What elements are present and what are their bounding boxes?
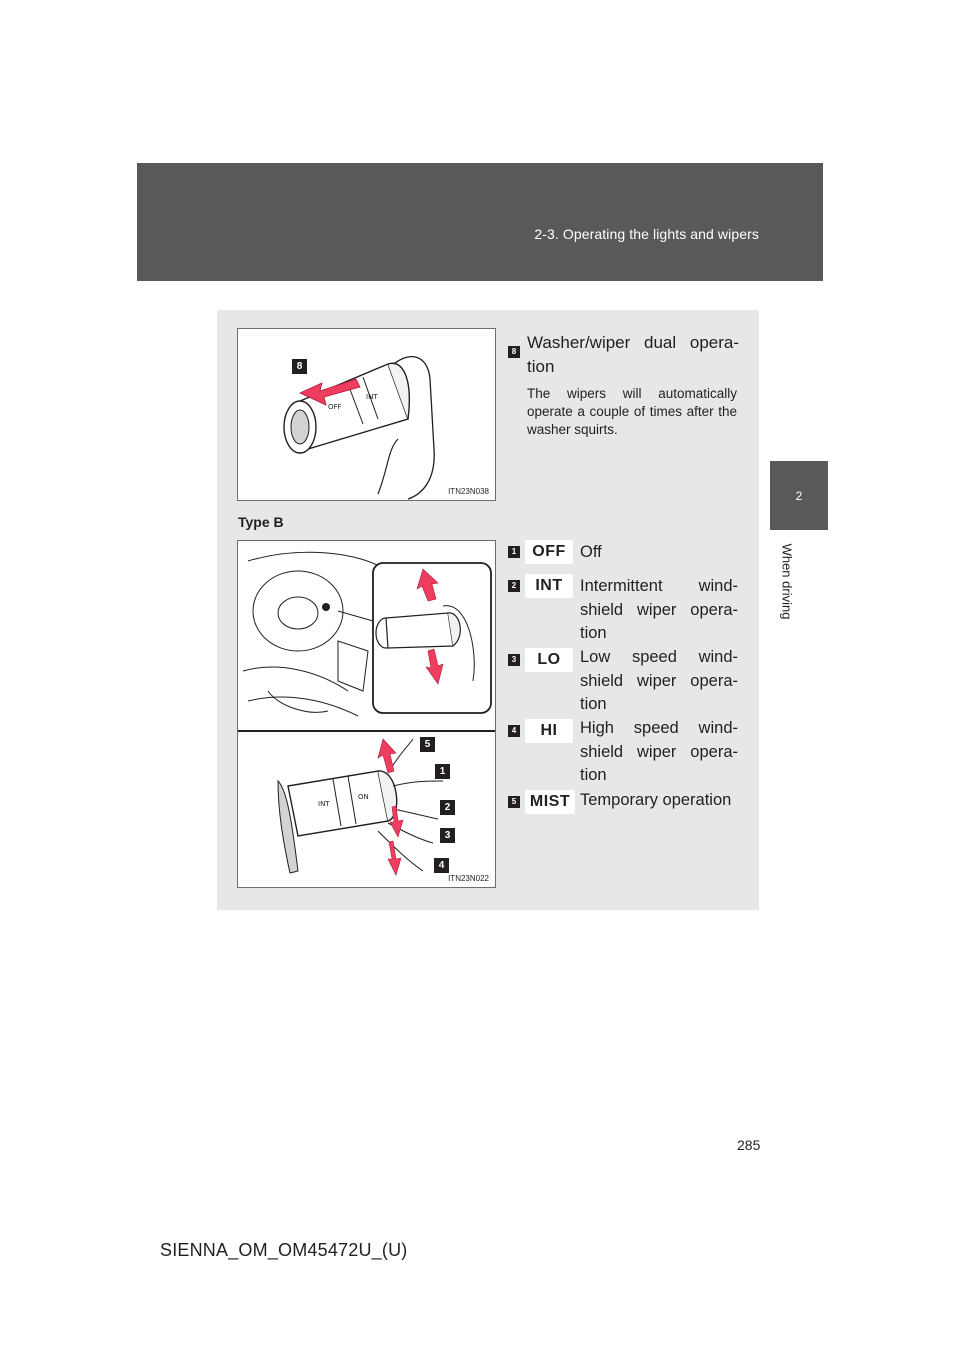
section-header-band	[137, 163, 823, 281]
switch-badge-int: INT	[525, 574, 573, 598]
chapter-number: 2	[795, 489, 803, 503]
figure-callout-2: 2	[440, 800, 455, 815]
figure-callout-8: 8	[292, 359, 307, 374]
switch-badge-hi: HI	[525, 719, 573, 743]
switch-badge-off: OFF	[525, 540, 573, 564]
wiper-switch-illustration	[238, 541, 495, 887]
type-b-label: Type B	[238, 514, 284, 530]
item-marker-5: 5	[508, 796, 520, 808]
section-title: 2-3. Operating the lights and wipers	[534, 226, 759, 242]
washer-lever-illustration	[238, 329, 495, 500]
item-marker-8: 8	[508, 346, 520, 358]
switch-badge-mist: MIST	[525, 790, 575, 814]
svg-text:OFF: OFF	[328, 403, 342, 411]
item-8-note: The wipers will automatically operate a couple of times after the washer squirts.	[527, 386, 737, 437]
item-1-description: Off	[580, 543, 602, 561]
chapter-tab	[770, 461, 828, 530]
item-marker-1: 1	[508, 546, 520, 558]
svg-text:INT: INT	[318, 800, 330, 808]
figure-callout-5: 5	[420, 737, 435, 752]
item-5-description: Temporary operation	[580, 791, 732, 809]
figure-wiper-switch-type-b	[237, 540, 496, 888]
item-4-description: High speed wind- shield wiper opera- tion	[580, 719, 738, 784]
item-marker-2: 2	[508, 580, 520, 592]
figure-callout-3: 3	[440, 828, 455, 843]
item-marker-4: 4	[508, 725, 520, 737]
item-2-description: Intermittent wind- shield wiper opera- tion	[580, 577, 738, 642]
svg-text:INT: INT	[366, 393, 378, 401]
chapter-title-vertical	[758, 536, 816, 626]
item-3-description: Low speed wind- shield wiper opera- tion	[580, 648, 738, 713]
item-marker-3: 3	[508, 654, 520, 666]
figure-callout-4: 4	[434, 858, 449, 873]
figure-washer-lever	[237, 328, 496, 501]
switch-badge-lo: LO	[525, 648, 573, 672]
page-number: 285	[737, 1137, 761, 1153]
chapter-title: When driving	[779, 543, 795, 619]
manual-code: SIENNA_OM_OM45472U_(U)	[160, 1240, 408, 1260]
figure-code: ITN23N038	[448, 487, 489, 496]
svg-text:ON: ON	[358, 793, 369, 801]
figure-code: ITN23N022	[448, 874, 489, 883]
item-8-title: Washer/wiper dual opera- tion	[527, 333, 739, 376]
figure-callout-1: 1	[435, 764, 450, 779]
